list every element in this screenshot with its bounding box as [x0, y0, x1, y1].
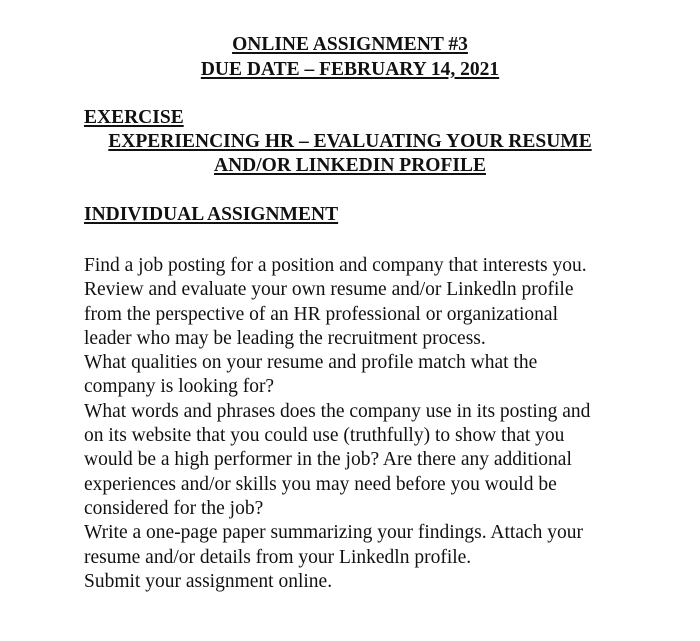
due-date: DUE DATE – FEBRUARY 14, 2021: [200, 59, 500, 80]
instruction-line: Write a one-page paper summarizing your findings. Attach your: [84, 522, 584, 544]
instruction-line: What qualities on your resume and profile match what the: [84, 352, 538, 374]
instruction-line: company is looking for?: [84, 376, 275, 398]
instruction-line: Submit your assignment online.: [84, 570, 333, 592]
instruction-line: What words and phrases does the company use in its posting and: [84, 400, 591, 422]
instruction-line: leader who may be leading the recruitment process.: [84, 327, 486, 349]
assignment-instructions: [84, 254, 684, 594]
instruction-line: on its website that you could use (truthfully) to show that you: [84, 425, 565, 447]
instruction-line: resume and/or details from your Linkedln profile.: [84, 546, 472, 568]
instruction-line: considered for the job?: [84, 497, 264, 519]
instruction-line: experiences and/or skills you may need before you would be: [84, 473, 557, 495]
exercise-title-line-2: AND/OR LINKEDIN PROFILE: [214, 155, 486, 176]
assignment-title: ONLINE ASSIGNMENT #3: [232, 34, 468, 55]
instruction-line: would be a high performer in the job? Are there any additional: [84, 449, 572, 471]
instruction-line: Find a job posting for a position and company that interests you.: [84, 255, 587, 276]
exercise-label: EXERCISE: [84, 107, 184, 128]
instruction-line: from the perspective of an HR professional or organizational: [84, 303, 558, 325]
section-heading: INDIVIDUAL ASSIGNMENT: [84, 204, 339, 225]
exercise-title-line-1: EXPERIENCING HR – EVALUATING YOUR RESUME: [108, 131, 592, 152]
instruction-line: Review and evaluate your own resume and/or Linkedln profile: [84, 279, 574, 301]
